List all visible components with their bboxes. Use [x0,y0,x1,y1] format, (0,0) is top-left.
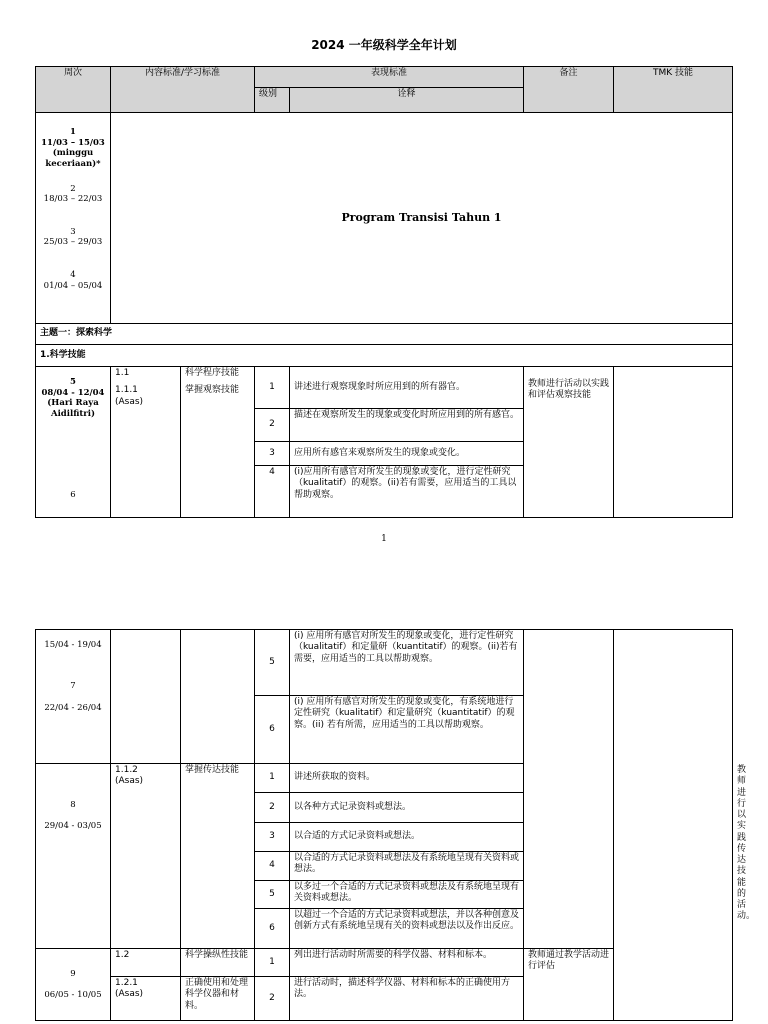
week-3-date: 25/03 – 29/03 [43,237,103,248]
level-description: 以合适的方式记录资料或想法及有系统地呈现有关资料或想法。 [290,852,524,881]
tmk-cell [614,367,733,518]
plan-table-page1 [35,66,733,518]
level-description: 以多过一个合适的方式记录资料或想法及有系统地呈现有关资料或想法。 [290,881,524,909]
header-week: 周次 [36,67,111,113]
standard-code: 1.1 [115,368,130,378]
standard-2-title: 掌握传达技能 [181,764,255,949]
remark-cell: 教师进行活动以实践和评估观察技能 [524,367,614,518]
level-number: 6 [255,696,290,764]
week-6-date: 15/04 - 19/04 [44,640,102,650]
header-performance-standard: 表现标准 [255,67,524,88]
week-7-number: 7 [70,680,76,691]
header-level: 级别 [255,88,290,113]
standard-title: 科学程序技能 [185,368,240,378]
week-5-6-cell [36,367,111,518]
standard-3-code: 1.2 [111,949,181,977]
week-4-date: 01/04 – 05/04 [43,280,103,291]
theme-heading: 主题一：探索科学 [36,324,733,345]
level-description: 以超过一个合适的方式记录资料或想法，并以各种创意及创新方式有系统地呈现有关的资料或想法以及作出反应。 [290,909,524,949]
standard-2-code-cell [111,764,181,949]
week-9-cell [36,949,111,1021]
level-description: 讲述所获取的资料。 [290,764,524,793]
level-description: (i) 应用所有感官对所发生的现象或变化，进行定性研究（kualitatif）和定量研（kuantitatif）的观察。(ii)若有需要，应用适当的工具以帮助观察。 [290,630,524,696]
remark-cell [524,630,614,949]
standard-3-sub-code: 1.2.1 [115,978,138,988]
tmk-cell [614,630,733,1021]
header-explanation: 诠释 [290,88,524,113]
week-5-note-2: Aidilfitri) [50,408,96,419]
standard-3-title: 科学操纵性技能 [181,949,255,977]
level-number: 4 [255,466,290,518]
standard-2-level-tag: (Asas) [115,776,144,787]
standard-3-sub-title: 正确使用和处理科学仪器和材料。 [181,977,255,1021]
week-7-date: 22/04 - 26/04 [44,703,102,714]
level-number: 5 [255,630,290,696]
standard-code-cell [111,630,181,764]
standard-code-cell [111,367,181,518]
page-title: 2024 一年级科学全年计划 [311,38,457,52]
week-4-number: 4 [70,270,76,280]
week-8-number: 8 [70,800,76,810]
standard-2-code: 1.1.2 [115,765,138,775]
week-6-7-cell [36,630,111,764]
level-description: 应用所有感官来观察所发生的现象或变化。 [290,442,524,466]
level-description: 列出进行活动时所需要的科学仪器、材料和标本。 [290,949,524,977]
header-content-standard: 内容标准/学习标准 [111,67,255,113]
week-5-date: 08/04 - 12/04 [41,387,105,398]
week-5-note: (Hari Raya [47,398,99,409]
level-number: 1 [255,764,290,793]
level-number: 1 [255,367,290,409]
level-number: 2 [255,977,290,1021]
week-1-note: (minggu [52,148,94,159]
standard-title-cell [181,367,255,518]
standard-3-level-tag: (Asas) [115,989,144,1000]
week-5-number: 5 [70,377,76,387]
transition-program: Program Transisi Tahun 1 [111,113,733,324]
plan-table-page2: 15/04 - 19/04 7 22/04 - 26/04 5 (i) 应用所有感官对所发生的现象或变化，进行定性研究（kualitatif）和定量研（kuantitatif）的观察。(ii)若有需要，应用适当的工具以帮助观察。 6 (i) 应用所有感官对所发生的现象或变化，有系统地进行定性研究（kualitatif）和定量研究（kuantitatif）的观察。(ii) 若有所需，应用适当的工具以帮助观察。 8 29/04 - 03/05 1.1.2 (Asas) 掌握传达技能 1 讲述所获取的资料。 教师进行以实践传达技能的活动。 2 以各种方式记录资料或想法。 3 以合适的方式记录资料或想法。 4 以合适的方式记录资料或想法及有系统地呈现有关资料或想法。 5 以多过一个合适的方式记录资料或想法及有系统地呈现有关资料或想法。 6 以超过一个合适的方式记录资料或想法，并以各种创意及创新方式有系统地呈现有关的资料或想法以及作出反应。 9 06/05 - 10/05 1.2 科学操纵性技能 1 列出进行活动时所需要的科学仪器、材料和标本。 教师通过教学活动进行评估 1.2.1 (Asas) 正确使用和处理科学仪器和材料。 2 进行活动时，描述科学仪器、材料和标本的正确使用方法。 [35,629,733,1021]
level-number: 3 [255,823,290,852]
standard-level-tag: (Asas) [115,396,144,407]
week-2-number: 2 [70,183,76,194]
week-1-number: 1 [70,127,76,137]
week-9-date: 06/05 - 10/05 [44,989,102,1000]
manipulative-remark: 教师通过教学活动进行评估 [524,949,614,1021]
standard-3-sub-code-cell [111,977,181,1021]
transition-weeks-cell [36,113,111,324]
week-1-date: 11/03 – 15/03 [41,137,105,148]
level-number: 6 [255,909,290,949]
level-description: 描述在观察所发生的现象或变化时所应用到的所有感官。 [290,409,524,442]
level-description: (i) 应用所有感官对所发生的现象或变化，有系统地进行定性研究（kualitatif）和定量研究（kuantitatif）的观察。(ii) 若有所需，应用适当的工具以帮助观察。 [290,696,524,764]
week-9-number: 9 [70,969,76,979]
level-number: 2 [255,793,290,823]
level-number: 4 [255,852,290,881]
level-description: 以各种方式记录资料或想法。 [290,793,524,823]
unit-heading: 1.科学技能 [36,345,733,367]
week-8-cell [36,764,111,949]
standard-sub-code: 1.1.1 [115,385,138,396]
standard-title-cell [181,630,255,764]
header-tmk: TMK 技能 [614,67,733,113]
week-1-note-2: keceriaan)* [45,158,101,169]
week-3-number: 3 [70,226,76,237]
level-description: 以合适的方式记录资料或想法。 [290,823,524,852]
standard-sub-title: 掌握观察技能 [185,385,240,396]
level-number: 3 [255,442,290,466]
week-2-date: 18/03 – 22/03 [43,194,103,205]
page-number: 1 [381,534,387,544]
week-6-number: 6 [70,489,76,500]
level-number: 1 [255,949,290,977]
level-description: 进行活动时，描述科学仪器、材料和标本的正确使用方法。 [290,977,524,1021]
level-description: (i)应用所有感官对所发生的现象或变化，进行定性研究（kualitatif）的观察。(ii)若有需要，应用适当的工具以帮助观察。 [290,466,524,518]
level-number: 2 [255,409,290,442]
level-description: 讲述进行观察现象时所应用到的所有器官。 [290,367,524,409]
header-remarks: 备注 [524,67,614,113]
level-number: 5 [255,881,290,909]
week-8-date: 29/04 - 03/05 [44,820,102,831]
